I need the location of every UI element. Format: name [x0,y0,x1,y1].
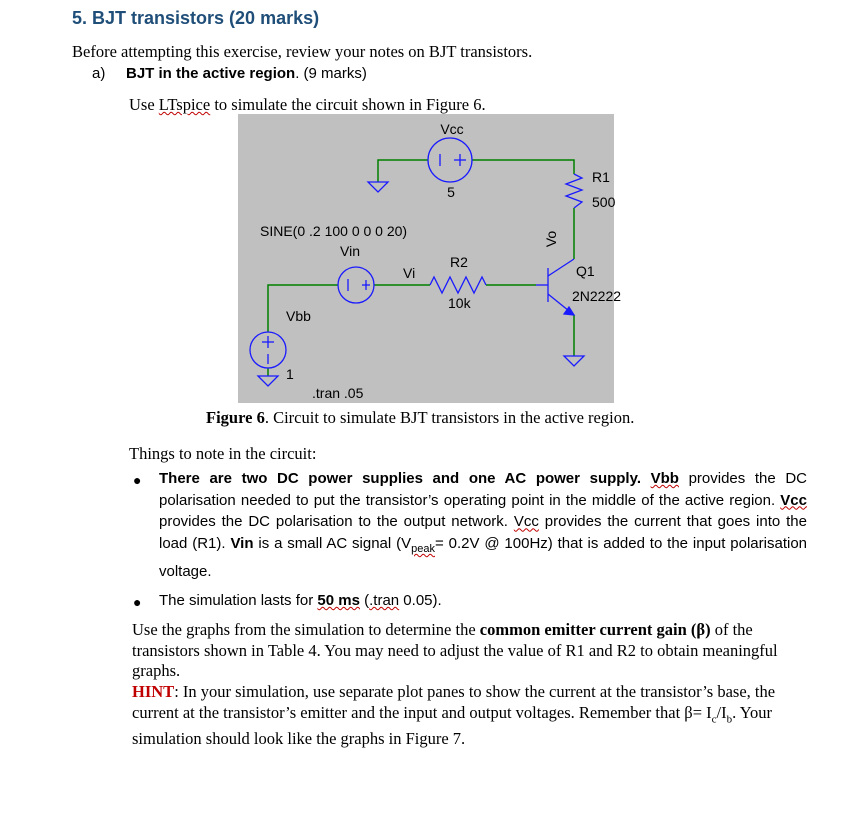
r1-label: R1 [592,169,610,185]
vbb-source-symbol [250,332,286,368]
vo-label: Vo [543,230,559,248]
section-title: 5. BJT transistors (20 marks) [72,8,320,28]
gain-paragraph: Use the graphs from the simulation to determine the common emitter current gain (β) of the transistors shown in Table 4. You may need to adjust the value of R1 and R2 to obtain meaningful graphs. [132,620,778,680]
vbb-value: 1 [286,366,294,382]
q1-label: Q1 [576,263,595,279]
r1-resistor-symbol [566,174,582,208]
subsection-title: BJT in the active region [126,65,296,82]
notes-title: Things to note in the circuit: [129,444,317,463]
r2-label: R2 [450,254,468,270]
ground-icon [564,356,584,366]
subsection-heading [92,65,367,82]
vcc-source-symbol [428,138,472,182]
hint-label: HINT [132,682,175,701]
hint-paragraph: HINT: In your simulation, use separate plot panes to show the current at the transistor’s base, the current at the transistor’s emitter and the input and output voltages. Remember that $\beta= I_c/I_b$. Your simulation should look like the graphs in Figure 7. [132,682,776,749]
simulation-instruction: Use LTspice to simulate the circuit shown in Figure 6. [129,95,486,114]
circuit-schematic [238,114,622,403]
circuit-wires [268,160,574,376]
vin-label: Vin [340,243,360,259]
vin-source-symbol [338,267,374,303]
subsection-label: a) [92,65,106,82]
bullet-marker: ● [133,594,142,610]
bullet-item-supplies: There are two DC power supplies and one AC power supply. Vbb provides the DC polarisation needed to put the transistor’s operating point in the middle of the active region. Vcc provides the DC polarisation to the output network. Vcc provides the current that goes into the load (R1). Vin is a small AC signal ($V_{peak}= 0.2V$ @ 100Hz) that is added to the input polarisation voltage. [159,470,808,580]
r1-value: 500 [592,194,616,210]
r2-resistor-symbol [430,277,486,293]
circuit-figure [238,114,622,403]
intro-text: Before attempting this exercise, review your notes on BJT transistors. [72,42,533,61]
sine-spec: SINE(0 .2 100 0 0 0 20) [260,223,408,239]
ground-icon [368,182,388,192]
ground-icon [258,376,278,386]
tran-directive: .tran .05 [312,385,364,401]
r2-value: 10k [448,295,471,311]
subsection-marks: . (9 marks) [295,65,367,82]
q1-transistor-symbol [536,259,574,315]
ltspice-word: LTspice [158,95,211,114]
caption-text: . Circuit to simulate BJT transistors in the active region. [264,408,635,427]
vi-label: Vi [403,265,416,281]
q1-model: 2N2222 [572,288,622,304]
bullet-item-duration: The simulation lasts for 50 ms (.tran 0.05). [159,592,442,609]
vcc-label: Vcc [440,121,464,137]
vbb-label: Vbb [286,308,311,324]
ground-symbols [258,182,584,386]
figure-caption [206,408,634,428]
bullet-marker: ● [133,472,142,488]
caption-label: Figure 6 [206,408,265,427]
vcc-value: 5 [447,184,455,200]
